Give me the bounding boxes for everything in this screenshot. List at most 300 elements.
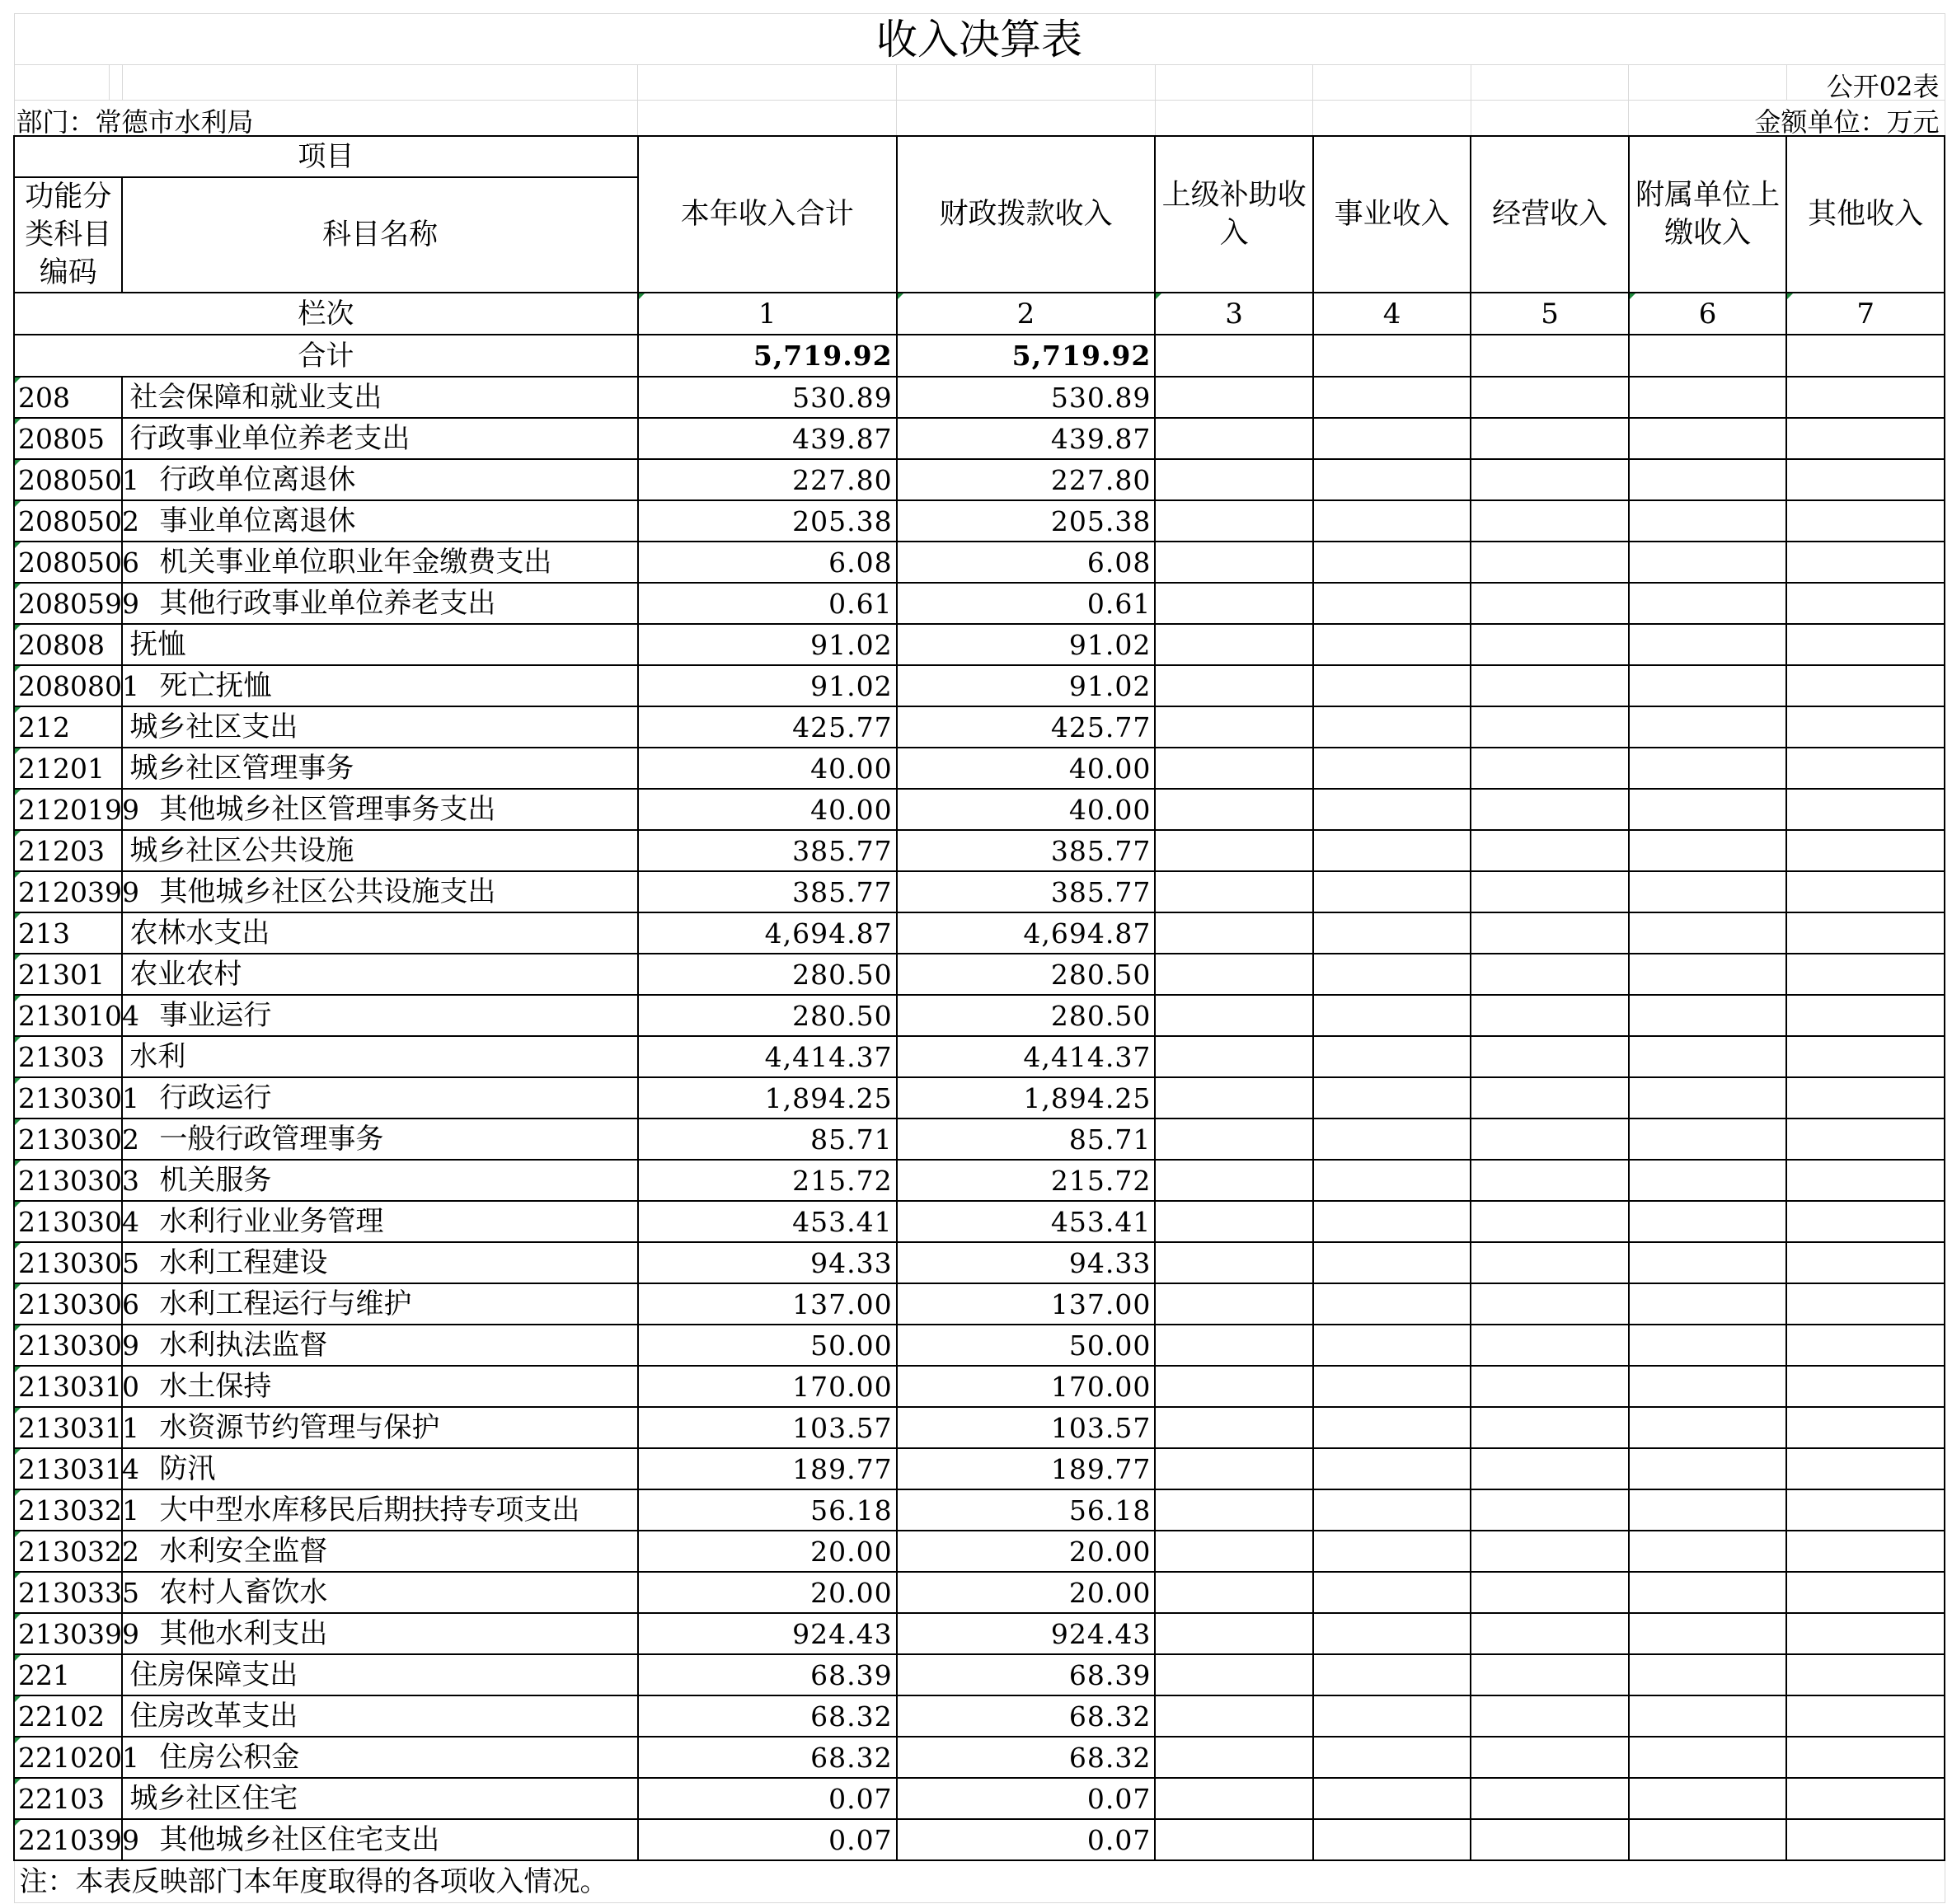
- row-fiscal-income: 68.39: [897, 1654, 1156, 1695]
- subject-name: 其他水利支出: [122, 1613, 637, 1654]
- subject-code: 2130303: [14, 1160, 122, 1201]
- empty-cell: [1313, 748, 1471, 789]
- empty-cell: [1471, 665, 1629, 706]
- empty-cell: [1471, 871, 1629, 912]
- empty-cell: [1313, 542, 1471, 583]
- empty-cell: [1313, 500, 1471, 542]
- row-fiscal-income: 40.00: [897, 789, 1156, 830]
- cell-marker-icon: [15, 501, 21, 507]
- row-fiscal-income: 385.77: [897, 830, 1156, 871]
- table-row: [14, 1407, 1945, 1448]
- table-row: [14, 1160, 1945, 1201]
- subject-code: 2120399: [14, 871, 122, 912]
- empty-cell: [1155, 1160, 1313, 1201]
- subject-code: 2130304: [14, 1201, 122, 1242]
- empty-cell: [1313, 1036, 1471, 1077]
- row-total-income: 170.00: [638, 1366, 897, 1407]
- name-column-header: 科目名称: [122, 177, 637, 293]
- table-row: [14, 954, 1945, 995]
- subject-code: 2130321: [14, 1489, 122, 1531]
- empty-cell: [1471, 706, 1629, 748]
- col4-header: 事业收入: [1313, 136, 1471, 293]
- subject-code: 2080502: [14, 500, 122, 542]
- empty-cell: [1629, 1077, 1787, 1118]
- empty-cell: [1629, 1283, 1787, 1325]
- table-row: [14, 377, 1945, 418]
- subject-name: 城乡社区住宅: [122, 1778, 637, 1819]
- subject-code: 2130335: [14, 1572, 122, 1613]
- empty-cell: [1313, 1654, 1471, 1695]
- empty-cell: [1786, 1819, 1945, 1860]
- empty-cell: [1629, 1242, 1787, 1283]
- table-row: [14, 1077, 1945, 1118]
- subject-code: 221: [14, 1654, 122, 1695]
- empty-cell: [1786, 418, 1945, 459]
- department-label: 部门：常德市水利局: [14, 101, 638, 137]
- empty-cell: [1471, 995, 1629, 1036]
- row-total-income: 4,414.37: [638, 1036, 897, 1077]
- empty-cell: [1786, 1654, 1945, 1695]
- cell-marker-icon: [15, 666, 21, 672]
- empty-cell: [1629, 706, 1787, 748]
- empty-cell: [1313, 1613, 1471, 1654]
- cell-marker-icon: [15, 790, 21, 795]
- empty-cell: [1629, 1407, 1787, 1448]
- row-total-income: 40.00: [638, 748, 897, 789]
- subject-code: 20805: [14, 418, 122, 459]
- row-total-income: 280.50: [638, 954, 897, 995]
- empty-cell: [1786, 871, 1945, 912]
- table-note: 注：本表反映部门本年度取得的各项收入情况。: [14, 1860, 1945, 1903]
- empty-cell: [1313, 706, 1471, 748]
- table-row: [14, 459, 1945, 500]
- subject-name: 城乡社区支出: [122, 706, 637, 748]
- empty-cell: [1629, 542, 1787, 583]
- row-fiscal-income: 439.87: [897, 418, 1156, 459]
- empty-cell: [1313, 1531, 1471, 1572]
- empty-cell: [1786, 1489, 1945, 1531]
- subject-name: 事业单位离退休: [122, 500, 637, 542]
- row-fiscal-income: 215.72: [897, 1160, 1156, 1201]
- row-total-income: 4,694.87: [638, 912, 897, 954]
- row-total-income: 189.77: [638, 1448, 897, 1489]
- subject-code: 2130306: [14, 1283, 122, 1325]
- empty-cell: [1313, 830, 1471, 871]
- empty-cell: [1313, 1160, 1471, 1201]
- empty-cell: [1786, 1366, 1945, 1407]
- empty-cell: [1471, 377, 1629, 418]
- subject-name: 水利: [122, 1036, 637, 1077]
- empty-cell: [1155, 1077, 1313, 1118]
- cell-marker-icon: [15, 1119, 21, 1125]
- empty-cell: [1471, 418, 1629, 459]
- empty-cell: [1786, 1407, 1945, 1448]
- empty-cell: [1313, 624, 1471, 665]
- empty-cell: [1313, 665, 1471, 706]
- subject-name: 机关事业单位职业年金缴费支出: [122, 542, 637, 583]
- subject-name: 抚恤: [122, 624, 637, 665]
- lanci-6: 6: [1629, 293, 1787, 335]
- table-row: [14, 1572, 1945, 1613]
- table-row: [14, 1531, 1945, 1572]
- subject-code: 2120199: [14, 789, 122, 830]
- empty-cell: [1471, 912, 1629, 954]
- empty-cell: [1155, 459, 1313, 500]
- empty-cell: [1629, 1737, 1787, 1778]
- empty-cell: [1786, 706, 1945, 748]
- subject-name: 水资源节约管理与保护: [122, 1407, 637, 1448]
- empty-cell: [1786, 995, 1945, 1036]
- row-fiscal-income: 68.32: [897, 1695, 1156, 1737]
- empty-cell: [1786, 1160, 1945, 1201]
- empty-cell: [1471, 1366, 1629, 1407]
- project-header: 项目: [14, 136, 638, 177]
- empty-cell: [1155, 624, 1313, 665]
- subject-name: 防汛: [122, 1448, 637, 1489]
- table-row: [14, 1366, 1945, 1407]
- empty-cell: [1155, 1778, 1313, 1819]
- table-title: 收入决算表: [14, 14, 1945, 65]
- empty-cell: [1155, 1201, 1313, 1242]
- subject-name: 住房保障支出: [122, 1654, 637, 1695]
- empty-cell: [1313, 583, 1471, 624]
- cell-marker-icon: [1630, 293, 1635, 299]
- row-fiscal-income: 91.02: [897, 665, 1156, 706]
- table-row: [14, 871, 1945, 912]
- cell-marker-icon: [15, 1490, 21, 1496]
- empty-cell: [1629, 1778, 1787, 1819]
- empty-cell: [1629, 954, 1787, 995]
- cell-marker-icon: [15, 1820, 21, 1826]
- empty-cell: [1629, 1613, 1787, 1654]
- empty-cell: [1313, 871, 1471, 912]
- empty-cell: [1629, 1572, 1787, 1613]
- empty-cell: [1313, 1325, 1471, 1366]
- empty-cell: [1313, 1118, 1471, 1160]
- empty-cell: [1786, 665, 1945, 706]
- subject-code: 21303: [14, 1036, 122, 1077]
- table-row: [14, 1778, 1945, 1819]
- empty-cell: [1471, 789, 1629, 830]
- empty-cell: [1155, 995, 1313, 1036]
- subject-name: 水利行业业务管理: [122, 1201, 637, 1242]
- empty-cell: [1786, 1572, 1945, 1613]
- row-total-income: 530.89: [638, 377, 897, 418]
- row-total-income: 1,894.25: [638, 1077, 897, 1118]
- empty-cell: [1786, 500, 1945, 542]
- cell-marker-icon: [15, 913, 21, 919]
- table-row: [14, 1201, 1945, 1242]
- table-row: [14, 912, 1945, 954]
- empty-cell: [1155, 1737, 1313, 1778]
- empty-cell: [1629, 871, 1787, 912]
- row-total-income: 20.00: [638, 1531, 897, 1572]
- empty-cell: [1313, 1077, 1471, 1118]
- empty-cell: [1155, 789, 1313, 830]
- empty-cell: [1471, 1325, 1629, 1366]
- empty-cell: [1629, 583, 1787, 624]
- code-column-header: 功能分类科目编码: [14, 177, 122, 293]
- subject-name: 其他城乡社区住宅支出: [122, 1819, 637, 1860]
- table-row: [14, 1036, 1945, 1077]
- empty-cell: [1471, 830, 1629, 871]
- cell-marker-icon: [15, 1408, 21, 1414]
- col7-header: 其他收入: [1786, 136, 1945, 293]
- unit-label: 金额单位：万元: [1629, 101, 1945, 137]
- empty-cell: [1471, 1283, 1629, 1325]
- cell-marker-icon: [15, 1284, 21, 1290]
- subject-code: 2130314: [14, 1448, 122, 1489]
- row-total-income: 924.43: [638, 1613, 897, 1654]
- table-row: [14, 1283, 1945, 1325]
- table-row: [14, 1654, 1945, 1695]
- subject-name: 其他城乡社区公共设施支出: [122, 871, 637, 912]
- cell-marker-icon: [15, 1243, 21, 1249]
- row-total-income: 0.07: [638, 1819, 897, 1860]
- empty-cell: [1786, 912, 1945, 954]
- row-fiscal-income: 170.00: [897, 1366, 1156, 1407]
- empty-cell: [1313, 1242, 1471, 1283]
- row-fiscal-income: 68.32: [897, 1737, 1156, 1778]
- empty-cell: [1155, 1448, 1313, 1489]
- row-total-income: 227.80: [638, 459, 897, 500]
- empty-cell: [1155, 748, 1313, 789]
- table-row: [14, 789, 1945, 830]
- row-total-income: 20.00: [638, 1572, 897, 1613]
- empty-cell: [1313, 1407, 1471, 1448]
- empty-cell: [1471, 1531, 1629, 1572]
- row-fiscal-income: 280.50: [897, 954, 1156, 995]
- empty-cell: [1471, 500, 1629, 542]
- lanci-3: 3: [1155, 293, 1313, 335]
- subject-code: 22102: [14, 1695, 122, 1737]
- empty-cell: [1313, 418, 1471, 459]
- row-fiscal-income: 94.33: [897, 1242, 1156, 1283]
- cell-marker-icon: [15, 1161, 21, 1166]
- subject-code: 21301: [14, 954, 122, 995]
- row-fiscal-income: 103.57: [897, 1407, 1156, 1448]
- empty-cell: [1629, 418, 1787, 459]
- subject-name: 其他行政事业单位养老支出: [122, 583, 637, 624]
- subject-code: 2130305: [14, 1242, 122, 1283]
- table-row: [14, 748, 1945, 789]
- row-total-income: 68.32: [638, 1737, 897, 1778]
- row-fiscal-income: 137.00: [897, 1283, 1156, 1325]
- empty-cell: [1786, 1448, 1945, 1489]
- empty-cell: [1629, 1448, 1787, 1489]
- empty-cell: [1155, 1366, 1313, 1407]
- col3-header: 上级补助收入: [1155, 136, 1313, 293]
- lanci-5: 5: [1471, 293, 1629, 335]
- cell-marker-icon: [15, 707, 21, 713]
- cell-marker-icon: [15, 831, 21, 837]
- subject-name: 行政运行: [122, 1077, 637, 1118]
- empty-cell: [1629, 830, 1787, 871]
- income-table: [13, 13, 1945, 1903]
- subject-name: 水利工程建设: [122, 1242, 637, 1283]
- empty-cell: [1313, 1572, 1471, 1613]
- table-row: [14, 542, 1945, 583]
- subject-name: 其他城乡社区管理事务支出: [122, 789, 637, 830]
- empty-cell: [1155, 1118, 1313, 1160]
- subject-code: 21203: [14, 830, 122, 871]
- empty-cell: [1155, 1407, 1313, 1448]
- empty-cell: [1629, 1201, 1787, 1242]
- subject-name: 行政事业单位养老支出: [122, 418, 637, 459]
- empty-cell: [1471, 1695, 1629, 1737]
- empty-cell: [1155, 1242, 1313, 1283]
- empty-cell: [1629, 1325, 1787, 1366]
- cell-marker-icon: [15, 1449, 21, 1455]
- row-total-income: 68.39: [638, 1654, 897, 1695]
- empty-cell: [1629, 459, 1787, 500]
- empty-cell: [1313, 1695, 1471, 1737]
- row-total-income: 40.00: [638, 789, 897, 830]
- row-total-income: 0.07: [638, 1778, 897, 1819]
- empty-cell: [1155, 1654, 1313, 1695]
- table-row: [14, 1118, 1945, 1160]
- empty-cell: [1629, 1160, 1787, 1201]
- empty-cell: [1471, 1118, 1629, 1160]
- subject-name: 水利工程运行与维护: [122, 1283, 637, 1325]
- empty-cell: [1786, 1283, 1945, 1325]
- empty-cell: [1313, 1737, 1471, 1778]
- row-fiscal-income: 280.50: [897, 995, 1156, 1036]
- empty-cell: [1786, 1531, 1945, 1572]
- empty-cell: [1471, 459, 1629, 500]
- subject-code: 2130302: [14, 1118, 122, 1160]
- cell-marker-icon: [15, 378, 21, 383]
- row-fiscal-income: 189.77: [897, 1448, 1156, 1489]
- subject-name: 机关服务: [122, 1160, 637, 1201]
- empty-cell: [1471, 1819, 1629, 1860]
- row-fiscal-income: 20.00: [897, 1572, 1156, 1613]
- empty-cell: [1155, 1489, 1313, 1531]
- empty-cell: [1786, 1077, 1945, 1118]
- empty-cell: [1471, 542, 1629, 583]
- table-code: 公开02表: [1786, 65, 1945, 101]
- empty-cell: [1786, 1242, 1945, 1283]
- table-row: [14, 830, 1945, 871]
- empty-cell: [1471, 748, 1629, 789]
- lanci-2: 2: [897, 293, 1156, 335]
- lanci-7: 7: [1786, 293, 1945, 335]
- subject-name: 一般行政管理事务: [122, 1118, 637, 1160]
- empty-cell: [1313, 789, 1471, 830]
- subject-name: 水利执法监督: [122, 1325, 637, 1366]
- cell-marker-icon: [898, 293, 903, 299]
- subject-name: 死亡抚恤: [122, 665, 637, 706]
- empty-cell: [1313, 1283, 1471, 1325]
- empty-cell: [1313, 377, 1471, 418]
- subject-code: 2130104: [14, 995, 122, 1036]
- table-row: [14, 500, 1945, 542]
- cell-marker-icon: [15, 1573, 21, 1578]
- empty-cell: [1471, 1654, 1629, 1695]
- empty-cell: [1155, 706, 1313, 748]
- subject-name: 大中型水库移民后期扶持专项支出: [122, 1489, 637, 1531]
- cell-marker-icon: [15, 542, 21, 548]
- empty-cell: [1155, 1325, 1313, 1366]
- empty-cell: [1786, 377, 1945, 418]
- empty-cell: [1629, 1366, 1787, 1407]
- table-row: [14, 665, 1945, 706]
- empty-cell: [1155, 665, 1313, 706]
- subject-code: 20808: [14, 624, 122, 665]
- row-total-income: 94.33: [638, 1242, 897, 1283]
- subject-name: 城乡社区公共设施: [122, 830, 637, 871]
- cell-marker-icon: [1156, 293, 1161, 299]
- cell-marker-icon: [15, 1325, 21, 1331]
- empty-cell: [1629, 748, 1787, 789]
- row-total-income: 91.02: [638, 624, 897, 665]
- row-total-income: 91.02: [638, 665, 897, 706]
- empty-cell: [1629, 1489, 1787, 1531]
- cell-marker-icon: [15, 1696, 21, 1702]
- empty-cell: [1313, 1489, 1471, 1531]
- cell-marker-icon: [15, 996, 21, 1001]
- row-total-income: 68.32: [638, 1695, 897, 1737]
- empty-cell: [1313, 995, 1471, 1036]
- row-total-income: 56.18: [638, 1489, 897, 1531]
- empty-cell: [1786, 1778, 1945, 1819]
- row-fiscal-income: 205.38: [897, 500, 1156, 542]
- empty-cell: [1155, 830, 1313, 871]
- empty-cell: [1155, 542, 1313, 583]
- col6-header: 附属单位上缴收入: [1629, 136, 1787, 293]
- empty-cell: [1471, 1242, 1629, 1283]
- row-fiscal-income: 227.80: [897, 459, 1156, 500]
- subject-name: 事业运行: [122, 995, 637, 1036]
- empty-cell: [1155, 1283, 1313, 1325]
- empty-cell: [1629, 665, 1787, 706]
- empty-cell: [1313, 1201, 1471, 1242]
- empty-cell: [1786, 1118, 1945, 1160]
- table-row: [14, 1737, 1945, 1778]
- empty-cell: [1786, 1613, 1945, 1654]
- subject-code: 212: [14, 706, 122, 748]
- empty-cell: [1629, 500, 1787, 542]
- empty-cell: [1786, 789, 1945, 830]
- cell-marker-icon: [15, 748, 21, 754]
- col1-header: 本年收入合计: [638, 136, 897, 293]
- empty-cell: [1471, 1077, 1629, 1118]
- cell-marker-icon: [15, 1655, 21, 1661]
- row-total-income: 6.08: [638, 542, 897, 583]
- empty-cell: [1471, 1201, 1629, 1242]
- empty-cell: [1471, 1778, 1629, 1819]
- empty-cell: [1629, 1819, 1787, 1860]
- subject-code: 2130399: [14, 1613, 122, 1654]
- cell-marker-icon: [15, 1614, 21, 1620]
- empty-cell: [1313, 954, 1471, 995]
- row-fiscal-income: 530.89: [897, 377, 1156, 418]
- empty-cell: [1629, 624, 1787, 665]
- row-total-income: 0.61: [638, 583, 897, 624]
- table-row: [14, 706, 1945, 748]
- empty-cell: [1629, 1531, 1787, 1572]
- subject-code: 2210399: [14, 1819, 122, 1860]
- cell-marker-icon: [15, 419, 21, 424]
- empty-cell: [1155, 500, 1313, 542]
- table-row: [14, 1325, 1945, 1366]
- empty-cell: [1155, 954, 1313, 995]
- row-fiscal-income: 385.77: [897, 871, 1156, 912]
- row-fiscal-income: 4,414.37: [897, 1036, 1156, 1077]
- cell-marker-icon: [15, 1078, 21, 1084]
- empty-cell: [1155, 871, 1313, 912]
- empty-cell: [1629, 1118, 1787, 1160]
